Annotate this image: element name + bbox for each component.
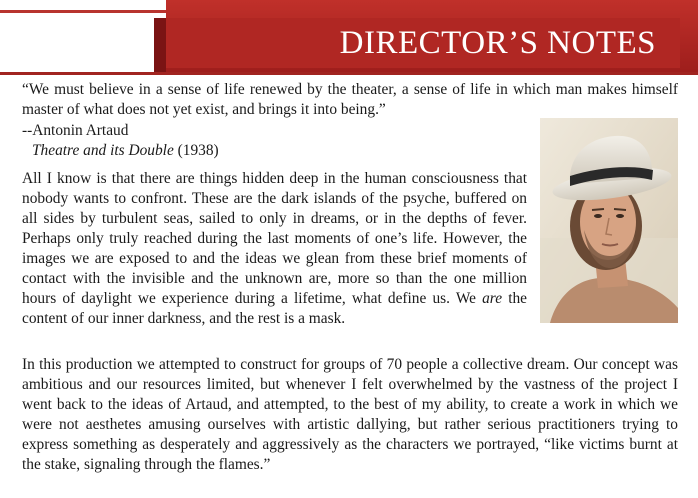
epigraph-author: --Antonin Artaud xyxy=(22,122,129,139)
header-banner-inner xyxy=(166,18,680,68)
director-portrait-image xyxy=(540,118,678,323)
epigraph-source-title: Theatre and its Double xyxy=(32,142,174,159)
paragraph-1-text-start: All I know is that there are things hidden deep in the human consciousness that nobody wants to confront. These are the dark islands of the psyche, buffered on all sides by turbulent seas, sailed to only in dreams, or in the depths of fever. Perhaps only truly reached during the last moments of one’s life. However, the images we are exposed to and the ideas we glean from these brief moments of contact with the invisible and the unknown are, more so than the one million hours of daylight we experience during a lifetime, what define us. We xyxy=(22,170,527,307)
body-paragraph-1 xyxy=(22,169,527,329)
page-title: DIRECTOR’S NOTES xyxy=(339,24,656,61)
header-bottom-rule xyxy=(0,72,698,75)
epigraph-source xyxy=(32,141,332,161)
body-paragraph-2: In this production we attempted to construct for groups of 70 people a collective dream. Our concept was ambitious and our resources limited, but whenever I felt overwhelmed by the vastness of the project I went back to the ideas of Artaud, and attempted, to the best of my ability, to create a work in which we were not aesthetes amusing ourselves with artistic dallying, but rather serious practitioners trying to express something as desperately and aggressively as the characters we portrayed, “like victims burnt at the stake, signaling through the flames.” xyxy=(22,356,678,473)
paragraph-1-text-end: the content of our inner darkness, and the rest is a mask. xyxy=(22,290,527,327)
epigraph-quote: “We must believe in a sense of life renewed by the theater, a sense of life in which man makes himself master of what does not yet exist, and brings it into being.” xyxy=(22,81,678,118)
paragraph-1-emphasis: are xyxy=(482,290,503,307)
director-photo xyxy=(540,118,678,323)
epigraph-source-year: (1938) xyxy=(173,142,219,159)
